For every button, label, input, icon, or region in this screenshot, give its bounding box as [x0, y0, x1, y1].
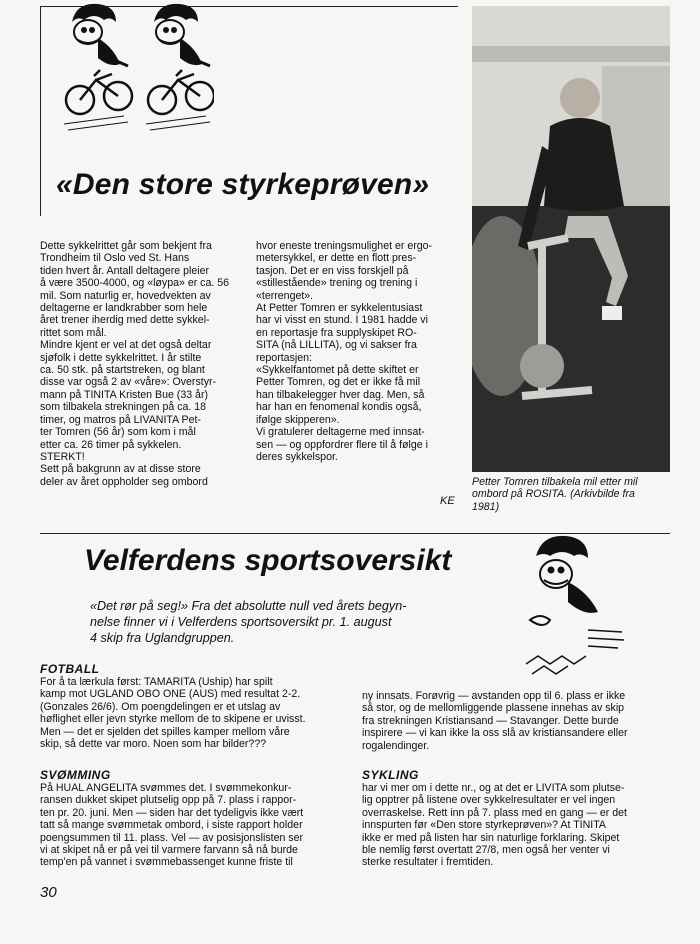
text-svomming: På HUAL ANGELITA svømmes det. I svømmekonkur- ransen dukket skipet plutselig opp på 7. plass i rappor- ten pr. 20. juni. Men — siden har det tydeligvis ikke vært tatt så mange svømmetak ombord, i siste rapport holder poengsummen til 11. plass. Vel — av posisjonslisten ser vi at skipet nå er på vei til varmere farvann så nå burde temp'en på vannet i svømmebassenget kunne friste til	[40, 782, 304, 869]
text-fotball: For å ta lærkula først: TAMARITA (Uship) har spilt kamp mot UGLAND OBO ONE (AUS) med resultat 2-2. (Gonzales 26/6). Om poengdelingen er et utslag av høflighet eller jevn styrke mellom de to skipene er uvisst. Men — det er sjelden det spilles kamper mellom våre skip, så dette var moro. Noen som har bilder???	[40, 676, 306, 751]
section-title: Velferdens sportsoversikt	[84, 544, 452, 577]
cyclist-cartoon-left	[64, 4, 132, 130]
cyclist-cartoon-right	[146, 4, 214, 130]
article-title: «Den store styrkeprøven»	[56, 168, 430, 201]
photo-cyclist-onboard	[472, 6, 670, 472]
section-intro: «Det rør på seg!» Fra det absolutte null ved årets begyn- nelse finner vi i Velferdens sportsoversikt pr. 1. august 4 skip fra Uglandgruppen.	[90, 599, 407, 645]
text-svomming-continued: ny innsats. Forøvrig — avstanden opp til 6. plass er ikke så stor, og de mellomliggende plassene innehas av skip fra strekningen Kristiansand — Stavanger. Dette burde inspirere — vi kan ikke la oss slå av kristiansandere eller rogalendinger.	[362, 690, 628, 752]
photo-caption: Petter Tomren tilbakela mil etter mil ombord på ROSITA. (Arkivbilde fra 1981)	[472, 476, 638, 513]
heading-fotball: FOTBALL	[40, 662, 100, 676]
frame-left-rule	[40, 6, 41, 216]
cartoon-swimmer	[518, 534, 632, 684]
author-signature: KE	[440, 495, 455, 507]
article-column-1: Dette sykkelrittet går som bekjent fra Trondheim til Oslo ved St. Hans tiden hvert år. Antall deltagere pleier å være 3500-4000, og «løypa» er ca. 56 mil. Som naturlig er, hovedvekten av deltagerne er landkrabber som hele året trener iherdig med dette sykkel- rittet som mål. Mindre kjent er vel at det også deltar sjøfolk i dette sykkelrittet. I år stilte ca. 50 stk. på startstreken, og blant disse var også 2 av «våre»: Overstyr- mann på TINITA Kristen Bue (33 år) som tilbakela strekningen på ca. 18 timer, og matros på LIVANITA Pet- ter Tomren (56 år) som kom i mål etter ca. 26 timer på sykkelen. STERKT! Sett på bakgrunn av at disse store deler av året oppholder seg ombord	[40, 240, 230, 488]
heading-sykling: SYKLING	[362, 768, 419, 782]
cyclist-cartoons	[54, 0, 214, 136]
text-sykling: har vi mer om i dette nr., og at det er LIVITA som plutse- lig opptrer på listene over sykkelresultater er vel ingen overraskelse. Rett inn på 7. plass med en gang — er det innspurten før «Den store styrkeprøven»? At TINITA ikke er med på listen har sin naturlige forklaring. Skipet ble nemlig først overtatt 27/8, men også her venter vi sterke resultater i fremtiden.	[362, 782, 627, 869]
page-number: 30	[40, 884, 57, 901]
heading-svomming: SVØMMING	[40, 768, 111, 782]
article-column-2: hvor eneste treningsmulighet er ergo- metersykkel, er dette en flott pres- tasjon. Det er en viss forskjell på «stillestående» trening og trening i «terrenget». At Petter Tomren er sykkelentusiast har vi visst en stund. I 1981 hadde vi en reportasje fra supplyskipet RO- SITA (nå LILLITA), og vi sakser fra reportasjen: «Sykkelfantomet på dette skiftet er Petter Tomren, og det er ikke få mil han tilbakelegger hver dag. Men, så har han en fenomenal kondis også, ifølge skipperen». Vi gratulerer deltagerne med innsat- sen — og oppfordrer flere til å følge i deres sykkelspor.	[256, 240, 433, 463]
